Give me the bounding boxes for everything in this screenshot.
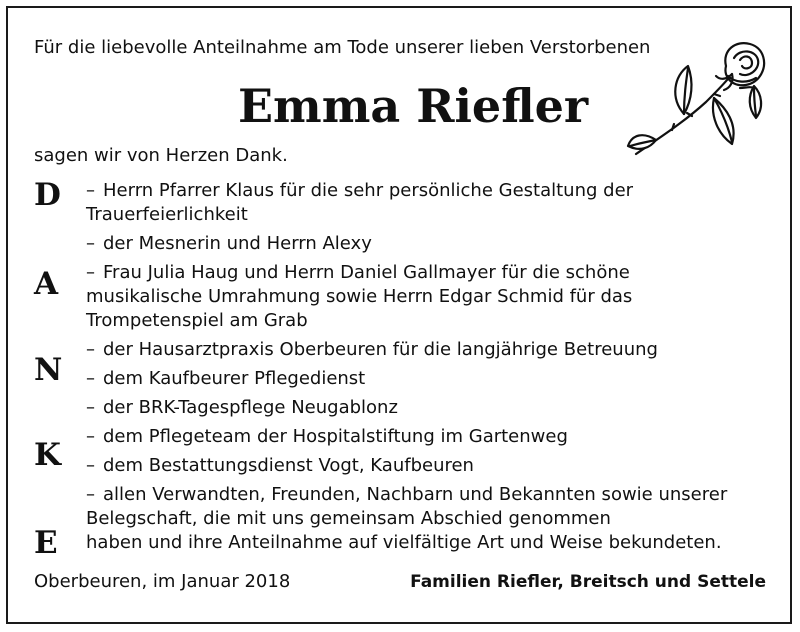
- deceased-name: Emma Riefler: [238, 79, 589, 133]
- list-item: – der BRK-Tagespflege Neugablonz: [86, 397, 398, 418]
- rose-icon: [622, 36, 770, 166]
- thanks-text: sagen wir von Herzen Dank.: [34, 145, 288, 166]
- acrostic-letter-d: D: [34, 177, 61, 213]
- signature: Familien Riefler, Breitsch und Settele: [410, 572, 766, 592]
- acrostic-letter-k: K: [34, 437, 61, 473]
- list-item: – dem Pflegeteam der Hospitalstiftung im Gartenweg: [86, 426, 568, 447]
- list-item: – Frau Julia Haug und Herrn Daniel Gallmayer für die schöne musikalische Umrahmung sowie Herrn Edgar Schmid für das Trompetenspiel am Grab: [86, 262, 633, 331]
- thanks-list: [86, 179, 786, 560]
- acrostic-letter-a: A: [34, 266, 59, 302]
- list-item: – dem Bestattungsdienst Vogt, Kaufbeuren: [86, 455, 474, 476]
- list-item: – der Hausarztpraxis Oberbeuren für die langjährige Betreuung: [86, 339, 658, 360]
- list-item: – allen Verwandten, Freunden, Nachbarn und Bekannten sowie unserer Belegschaft, die mit uns gemeinsam Abschied genommen haben und ihre Anteilnahme auf vielfältige Art und Weise bekundeten.: [86, 484, 728, 553]
- acrostic-letter-e: E: [34, 525, 58, 561]
- place-date: Oberbeuren, im Januar 2018: [34, 571, 291, 592]
- acrostic-letter-n: N: [34, 352, 63, 388]
- list-item: – Herrn Pfarrer Klaus für die sehr persönliche Gestaltung der Trauerfeierlichkeit: [86, 180, 634, 225]
- list-item: – dem Kaufbeurer Pflegedienst: [86, 368, 366, 389]
- list-item: – der Mesnerin und Herrn Alexy: [86, 233, 372, 254]
- intro-text: Für die liebevolle Anteilnahme am Tode unserer lieben Verstorbenen: [34, 37, 651, 58]
